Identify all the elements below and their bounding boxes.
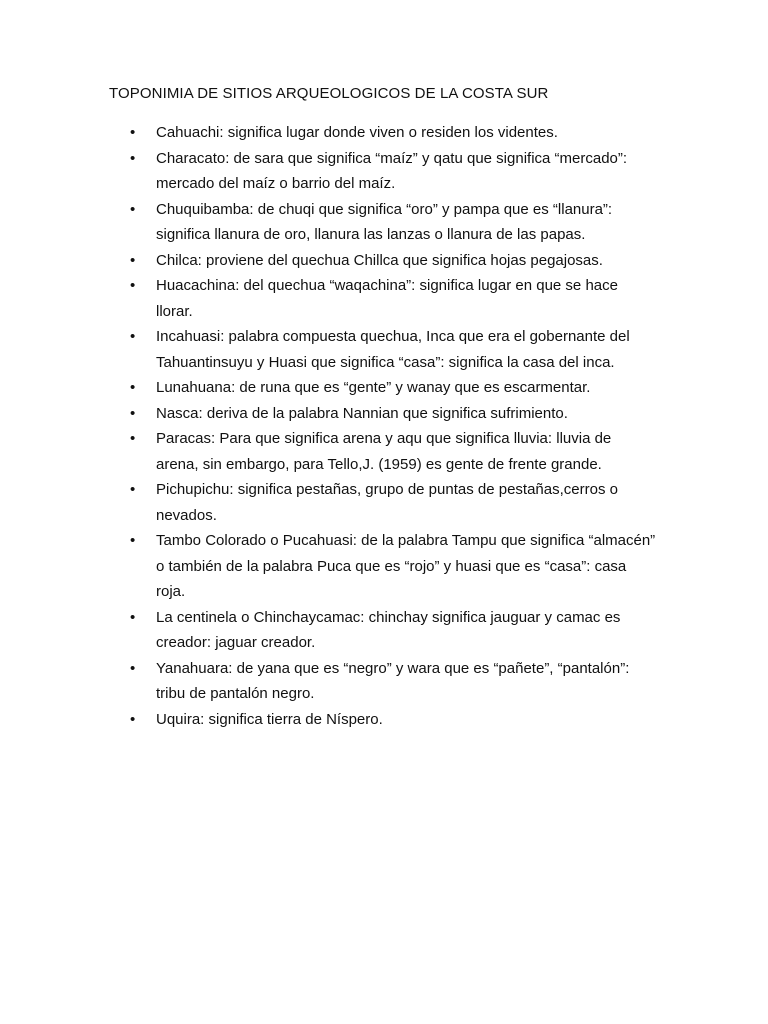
list-item-text: Huacachina: del quechua “waqachina”: significa lugar en que se hace llorar. xyxy=(156,277,618,320)
bullet-icon: • xyxy=(130,149,136,167)
bullet-icon: • xyxy=(130,659,136,677)
list-item xyxy=(0,146,656,197)
toponymy-list xyxy=(0,120,768,732)
list-item xyxy=(0,120,656,146)
list-item-text: Yanahuara: de yana que es “negro” y wara que es “pañete”, “pantalón”: tribu de pantalón negro. xyxy=(156,659,630,702)
list-item xyxy=(0,605,656,656)
list-item-text: Incahuasi: palabra compuesta quechua, Inca que era el gobernante del Tahuantinsuyu y Huasi que significa “casa”: significa la casa del inca. xyxy=(156,328,630,371)
bullet-icon: • xyxy=(130,200,136,218)
bullet-icon: • xyxy=(130,608,136,626)
bullet-icon: • xyxy=(130,404,136,422)
list-item xyxy=(0,528,656,605)
list-item xyxy=(0,273,656,324)
bullet-icon: • xyxy=(130,481,136,498)
list-item-text: La centinela o Chinchaycamac: chinchay significa jauguar y camac es creador: jaguar creador. xyxy=(156,608,621,651)
list-item xyxy=(0,197,656,248)
bullet-icon: • xyxy=(130,532,136,549)
list-item xyxy=(0,707,656,733)
bullet-icon: • xyxy=(130,379,136,396)
list-item-text: Cahuachi: significa lugar donde viven o residen los videntes. xyxy=(156,124,558,141)
list-item-text: Chilca: proviene del quechua Chillca que significa hojas pegajosas. xyxy=(156,251,603,269)
bullet-icon: • xyxy=(130,124,136,141)
list-item xyxy=(0,248,656,274)
document-title: TOPONIMIA DE SITIOS ARQUEOLOGICOS DE LA COSTA SUR xyxy=(109,85,549,102)
list-item-text: Lunahuana: de runa que es “gente” y wanay que es escarmentar. xyxy=(156,379,591,396)
list-item-text: Paracas: Para que significa arena y aqu que significa lluvia: lluvia de arena, sin embargo, para Tello,J. (1959) es gente de frente grande. xyxy=(156,430,612,473)
list-item xyxy=(0,477,656,528)
list-item-text: Nasca: deriva de la palabra Nannian que significa sufrimiento. xyxy=(156,404,568,422)
list-item-text: Tambo Colorado o Pucahuasi: de la palabra Tampu que significa “almacén” o también de la palabra Puca que es “rojo” y huasi que es “casa”: casa roja. xyxy=(156,532,656,600)
bullet-icon: • xyxy=(130,277,136,294)
list-item xyxy=(0,324,656,375)
bullet-icon: • xyxy=(130,328,136,345)
list-item-text: Uquira: significa tierra de Níspero. xyxy=(156,710,383,728)
list-item-text: Pichupichu: significa pestañas, grupo de puntas de pestañas,cerros o nevados. xyxy=(156,481,618,524)
list-item xyxy=(0,401,656,427)
list-item-text: Characato: de sara que significa “maíz” y qatu que significa “mercado”: mercado del maíz o barrio del maíz. xyxy=(156,149,628,192)
list-item xyxy=(0,426,656,477)
list-item-text: Chuquibamba: de chuqi que significa “oro” y pampa que es “llanura”: significa llanura de oro, llanura las lanzas o llanura de las papas. xyxy=(156,200,613,243)
list-item xyxy=(0,375,656,401)
bullet-icon: • xyxy=(130,430,136,447)
bullet-icon: • xyxy=(130,251,136,269)
list-item xyxy=(0,656,656,707)
bullet-icon: • xyxy=(130,710,136,728)
